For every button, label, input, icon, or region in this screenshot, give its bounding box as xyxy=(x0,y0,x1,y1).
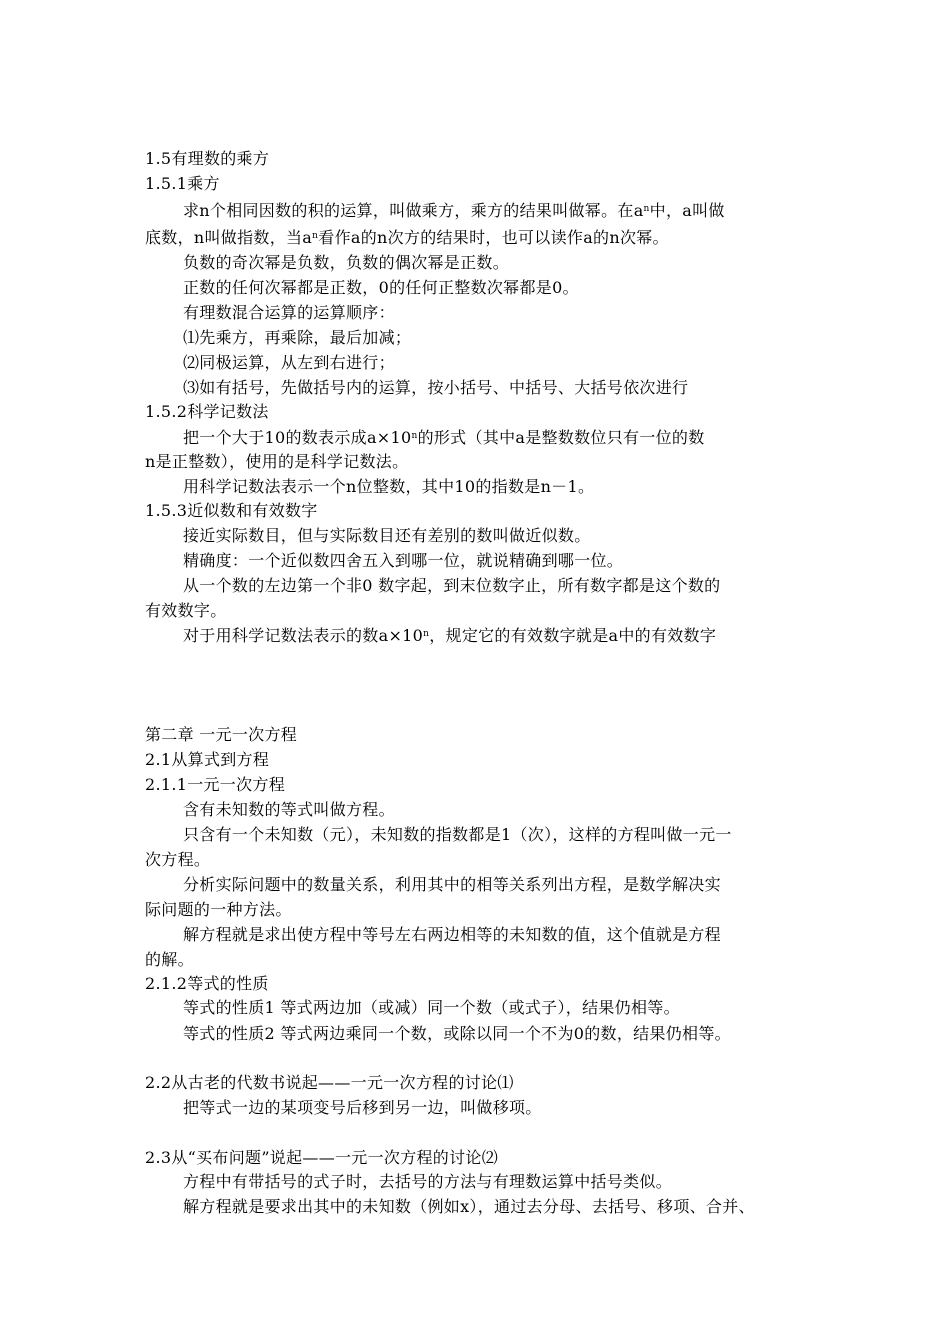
subsection-heading: 2.1.1一元一次方程 xyxy=(145,775,286,794)
paragraph-line: 的解。 xyxy=(145,950,194,969)
paragraph-line: 底数，n叫做指数，当$a^n$看作a的n次方的结果时，也可以读作a的n次幂。 xyxy=(145,228,669,247)
paragraph-line: 分析实际问题中的数量关系，利用其中的相等关系列出方程，是数学解决实 xyxy=(183,875,721,894)
paragraph-line: 有效数字。 xyxy=(145,601,227,620)
list-item: ⑵同极运算，从左到右进行； xyxy=(183,353,395,372)
paragraph-line: 接近实际数目，但与实际数目还有差别的数叫做近似数。 xyxy=(183,526,591,545)
paragraph-line: 负数的奇次幂是负数，负数的偶次幂是正数。 xyxy=(183,253,510,272)
paragraph-line: 方程中有带括号的式子时，去括号的方法与有理数运算中括号类似。 xyxy=(183,1172,673,1191)
paragraph-line: 际问题的一种方法。 xyxy=(145,900,292,919)
paragraph-line: 次方程。 xyxy=(145,850,211,869)
paragraph-line: 只含有一个未知数（元），未知数的指数都是1（次），这样的方程叫做一元一 xyxy=(183,825,732,844)
subsection-heading: 1.5.3近似数和有效数字 xyxy=(145,501,318,520)
paragraph-line: 对于用科学记数法表示的数$a\times 10^n$，规定它的有效数字就是a中的有效数字 xyxy=(183,626,717,645)
subsection-heading: 1.5.1乘方 xyxy=(145,174,220,193)
paragraph-line: 从一个数的左边第一个非0 数字起，到末位数字止，所有数字都是这个数的 xyxy=(183,576,721,595)
paragraph-line: 等式的性质1 等式两边加（或减）同一个数（或式子），结果仍相等。 xyxy=(183,998,680,1017)
subsection-heading: 1.5.2科学记数法 xyxy=(145,402,269,421)
chapter-heading: 第二章 一元一次方程 xyxy=(145,725,298,744)
paragraph-line: 精确度：一个近似数四舍五入到哪一位，就说精确到哪一位。 xyxy=(183,551,624,570)
section-heading: 1.5有理数的乘方 xyxy=(145,149,270,168)
subsection-heading: 2.1.2等式的性质 xyxy=(145,974,269,993)
paragraph-line: 正数的任何次幂都是正数，0的任何正整数次幂都是0。 xyxy=(183,278,579,297)
paragraph-line: 解方程就是求出使方程中等号左右两边相等的未知数的值，这个值就是方程 xyxy=(183,925,721,944)
section-heading: 2.3从“买布问题”说起——一元一次方程的讨论⑵ xyxy=(145,1148,499,1167)
section-heading: 2.2从古老的代数书说起——一元一次方程的讨论⑴ xyxy=(145,1073,514,1092)
paragraph-line: 等式的性质2 等式两边乘同一个数，或除以同一个不为0的数，结果仍相等。 xyxy=(183,1024,731,1043)
section-heading: 2.1从算式到方程 xyxy=(145,750,270,769)
paragraph-line: 把等式一边的某项变号后移到另一边，叫做移项。 xyxy=(183,1098,542,1117)
paragraph-line: n是正整数），使用的是科学记数法。 xyxy=(145,452,409,471)
paragraph-line: 用科学记数法表示一个n位整数，其中10的指数是n－1。 xyxy=(183,477,595,496)
list-item: ⑴先乘方，再乘除，最后加减； xyxy=(183,328,412,347)
paragraph-line: 解方程就是要求出其中的未知数（例如x），通过去分母、去括号、移项、合并、 xyxy=(183,1197,755,1216)
paragraph-line: 把一个大于10的数表示成$a\times 10^n$的形式（其中a是整数数位只有一位的数 xyxy=(183,428,705,447)
paragraph-line: 求n个相同因数的积的运算，叫做乘方，乘方的结果叫做幂。在$a^n$中，a叫做 xyxy=(183,201,725,220)
paragraph-line: 有理数混合运算的运算顺序： xyxy=(183,303,395,322)
list-item: ⑶如有括号，先做括号内的运算，按小括号、中括号、大括号依次进行 xyxy=(183,378,689,397)
paragraph-line: 含有未知数的等式叫做方程。 xyxy=(183,800,395,819)
